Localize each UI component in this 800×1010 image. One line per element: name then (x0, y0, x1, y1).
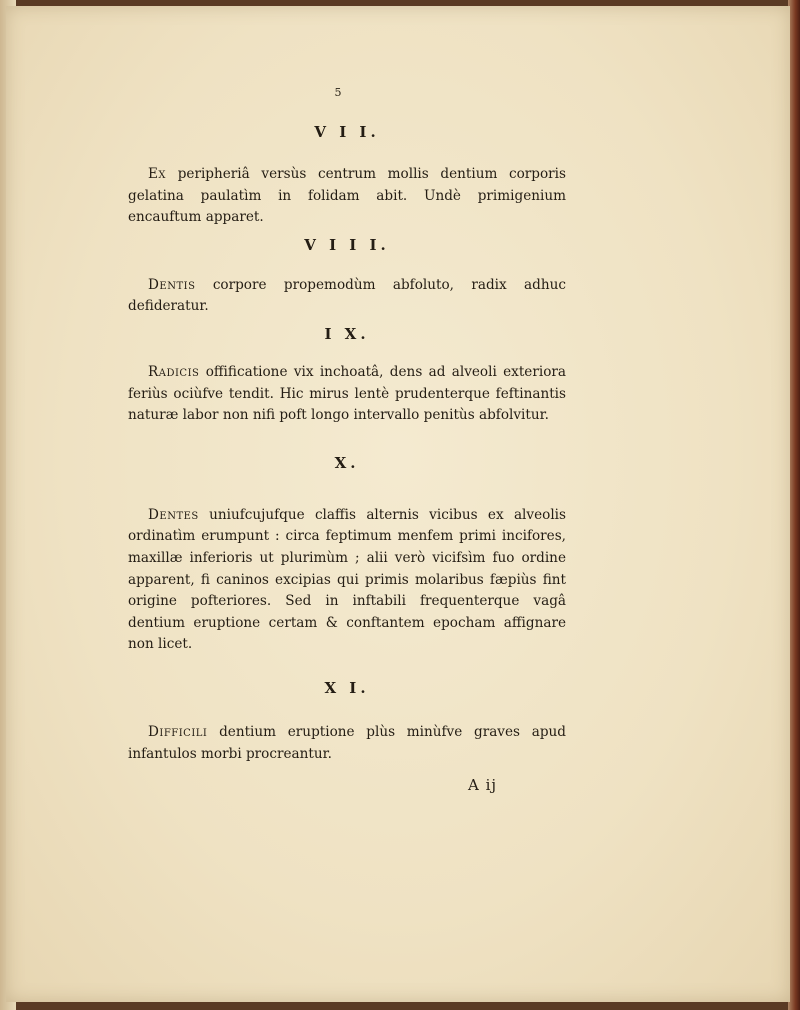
paragraph-lead-word: Dentis (148, 276, 196, 293)
paragraph-lead-word: Difficili (148, 723, 208, 740)
signature-mark: A ij (468, 776, 498, 794)
section-paragraph-7 (128, 164, 566, 229)
text-block (128, 120, 566, 765)
section-paragraph-10 (128, 505, 566, 656)
section-heading-7: V I I. (314, 123, 380, 141)
paragraph-body: corpore propemodùm abfoluto, radix adhuc defideratur. (128, 276, 566, 315)
paragraph-body: offificatione vix inchoatâ, dens ad alveoli exteriora feriùs ociùfve tendit. Hic mirus lentè prudenterque feftinantis naturæ labor non nifi poft longo intervallo penitùs abfolvitur. (128, 363, 566, 424)
paragraph-body: uniufcujufque claffis alternis vicibus ex alveolis ordinatìm erumpunt : circa feptimum menfem primi incifores, maxillæ inferioris ut plurimùm ; alii verò vicifsìm fuo ordine apparent, fi caninos excipias qui primis molaribus fæpiùs fint origine pofteriores. Sed in inftabili frequenterque vagâ dentium eruptione certam & conftantem epocham affignare non licet. (128, 506, 566, 653)
section-paragraph-9 (128, 362, 566, 427)
paragraph-body: dentium eruptione plùs minùfve graves apud infantulos morbi procreantur. (128, 723, 566, 762)
section-heading-9: I X. (324, 324, 370, 343)
section-paragraph-8 (128, 275, 566, 318)
section-paragraph-11 (128, 722, 566, 765)
paragraph-lead-word: Dentes (148, 506, 199, 523)
section-heading-10: X. (334, 453, 360, 472)
paragraph-body: peripheriâ versùs centrum mollis dentium corporis gelatina paulatìm in folidam abit. Undè primigenium encauftum apparet. (128, 166, 566, 226)
paragraph-lead-word: Ex (148, 166, 167, 182)
section-heading-11: X I. (324, 678, 370, 697)
section-heading-8: V I I I. (304, 235, 390, 254)
page-number: 5 (334, 86, 342, 99)
paragraph-lead-word: Radicis (148, 363, 200, 380)
